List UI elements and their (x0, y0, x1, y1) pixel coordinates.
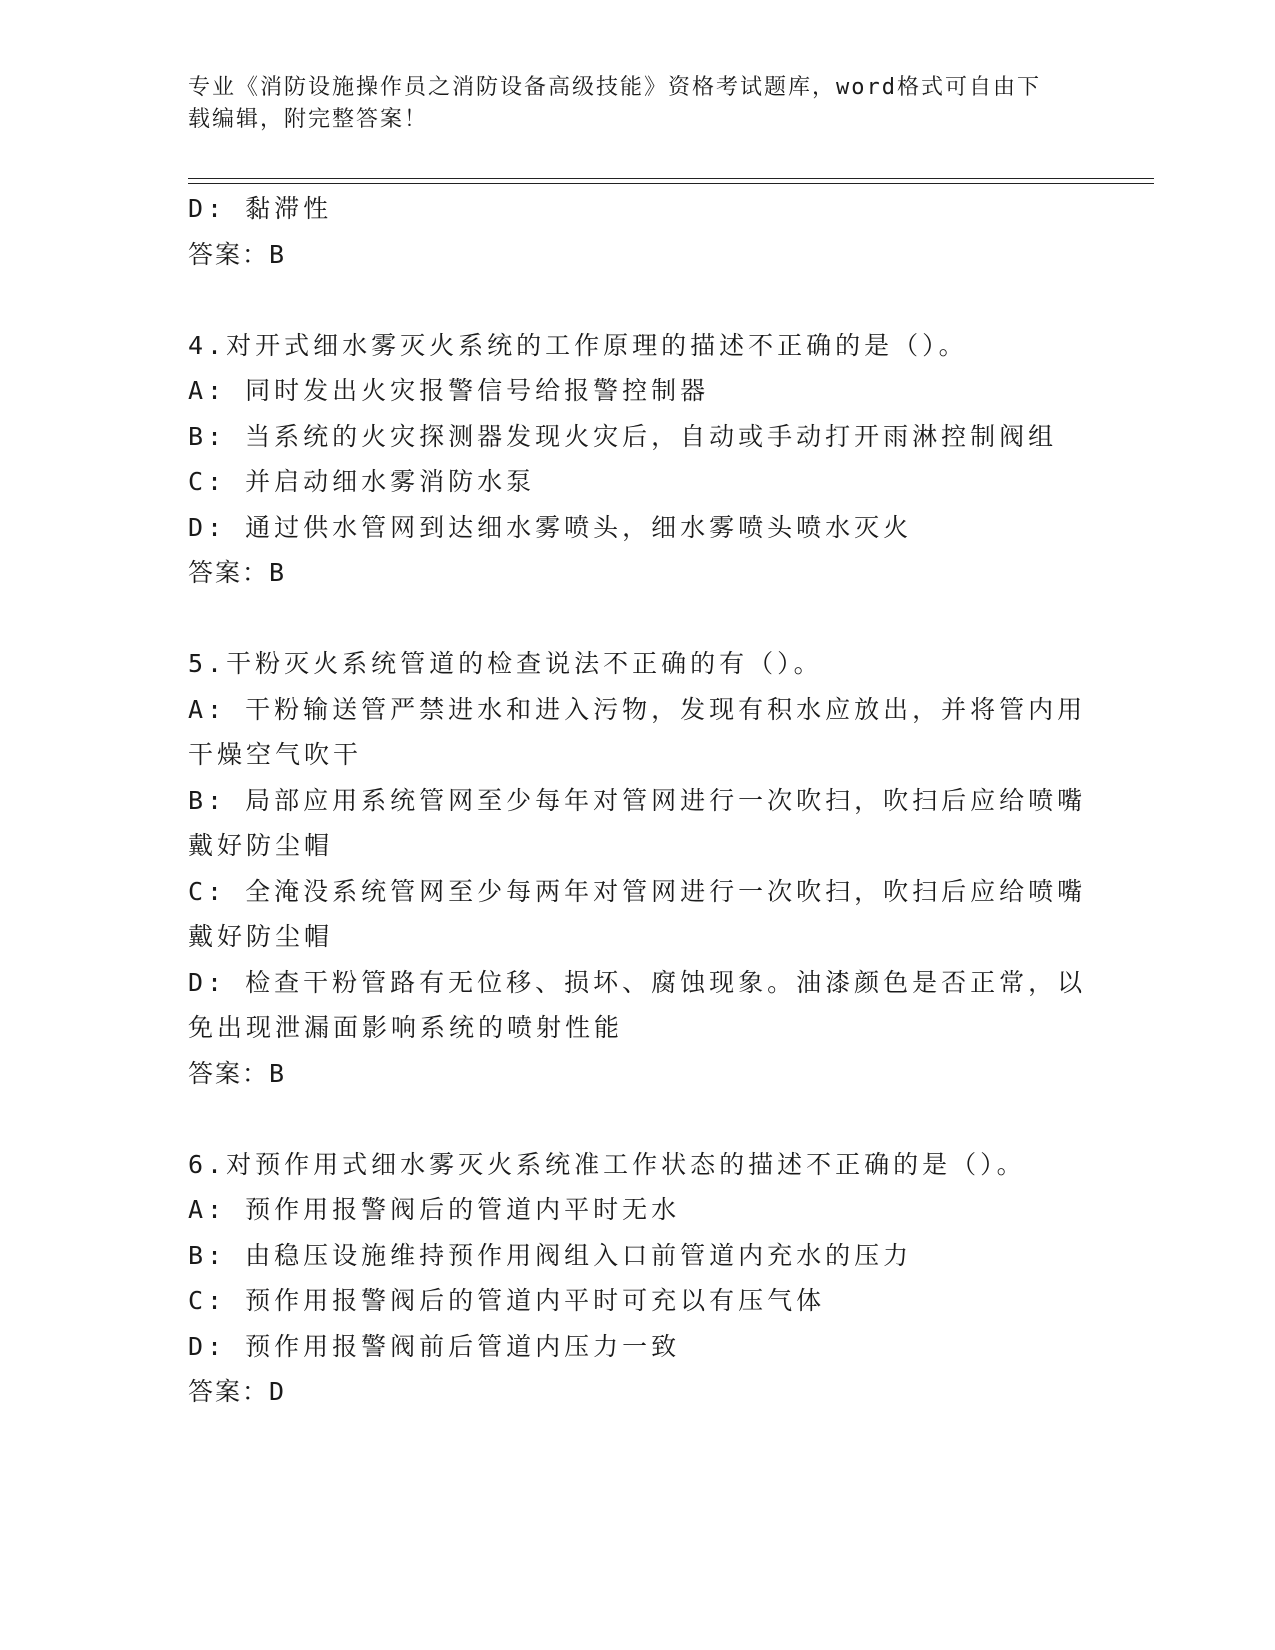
option-d: D: 预作用报警阀前后管道内压力一致 (188, 1331, 681, 1361)
header-line-1: 专业《消防设施操作员之消防设备高级技能》资格考试题库，word格式可自由下 (188, 75, 1041, 100)
header-divider-bottom (188, 183, 1154, 184)
option-d: D: 通过供水管网到达细水雾喷头，细水雾喷头喷水灭火 (188, 512, 913, 542)
question-4 (188, 323, 1088, 596)
option-b: B: 当系统的火灾探测器发现火灾后，自动或手动打开雨淋控制阀组 (188, 421, 1058, 451)
carryover-option-d: D: 黏滞性 (188, 194, 333, 223)
question-6 (188, 1142, 1088, 1415)
option-c: C: 预作用报警阀后的管道内平时可充以有压气体 (188, 1286, 826, 1315)
option-a: A: 预作用报警阀后的管道内平时无水 (188, 1195, 681, 1224)
spacer (188, 1096, 1088, 1142)
option-c: C: 全淹没系统管网至少每两年对管网进行一次吹扫，吹扫后应给喷嘴戴好防尘帽 (188, 876, 1087, 951)
question-stem: 5.干粉灭火系统管道的检查说法不正确的有（）。 (188, 649, 823, 678)
header-divider-top (188, 178, 1154, 179)
question-content (188, 186, 1088, 1415)
header-line-2: 载编辑，附完整答案！ (188, 107, 429, 132)
answer: 答案：B (188, 558, 287, 587)
option-d: D: 检查干粉管路有无位移、损坏、腐蚀现象。油漆颜色是否正常，以免出现泄漏面影响系统的喷射性能 (188, 967, 1087, 1042)
answer: 答案：B (188, 1058, 287, 1088)
option-a: A: 干粉输送管严禁进水和进入污物，发现有积水应放出，并将管内用干燥空气吹干 (188, 694, 1087, 769)
option-b: B: 由稳压设施维持预作用阀组入口前管道内充水的压力 (188, 1240, 913, 1270)
spacer (188, 596, 1088, 642)
option-c: C: 并启动细水雾消防水泵 (188, 467, 536, 496)
option-a: A: 同时发出火灾报警信号给报警控制器 (188, 376, 710, 405)
option-b: B: 局部应用系统管网至少每年对管网进行一次吹扫，吹扫后应给喷嘴戴好防尘帽 (188, 785, 1087, 860)
question-5 (188, 641, 1088, 1096)
carryover-answer: 答案：B (188, 239, 287, 269)
spacer (188, 277, 1088, 323)
question-stem: 4.对开式细水雾灭火系统的工作原理的描述不正确的是（）。 (188, 330, 968, 360)
document-header (188, 72, 1068, 136)
answer: 答案：D (188, 1377, 287, 1406)
question-stem: 6.对预作用式细水雾灭火系统准工作状态的描述不正确的是（）。 (188, 1149, 1026, 1179)
